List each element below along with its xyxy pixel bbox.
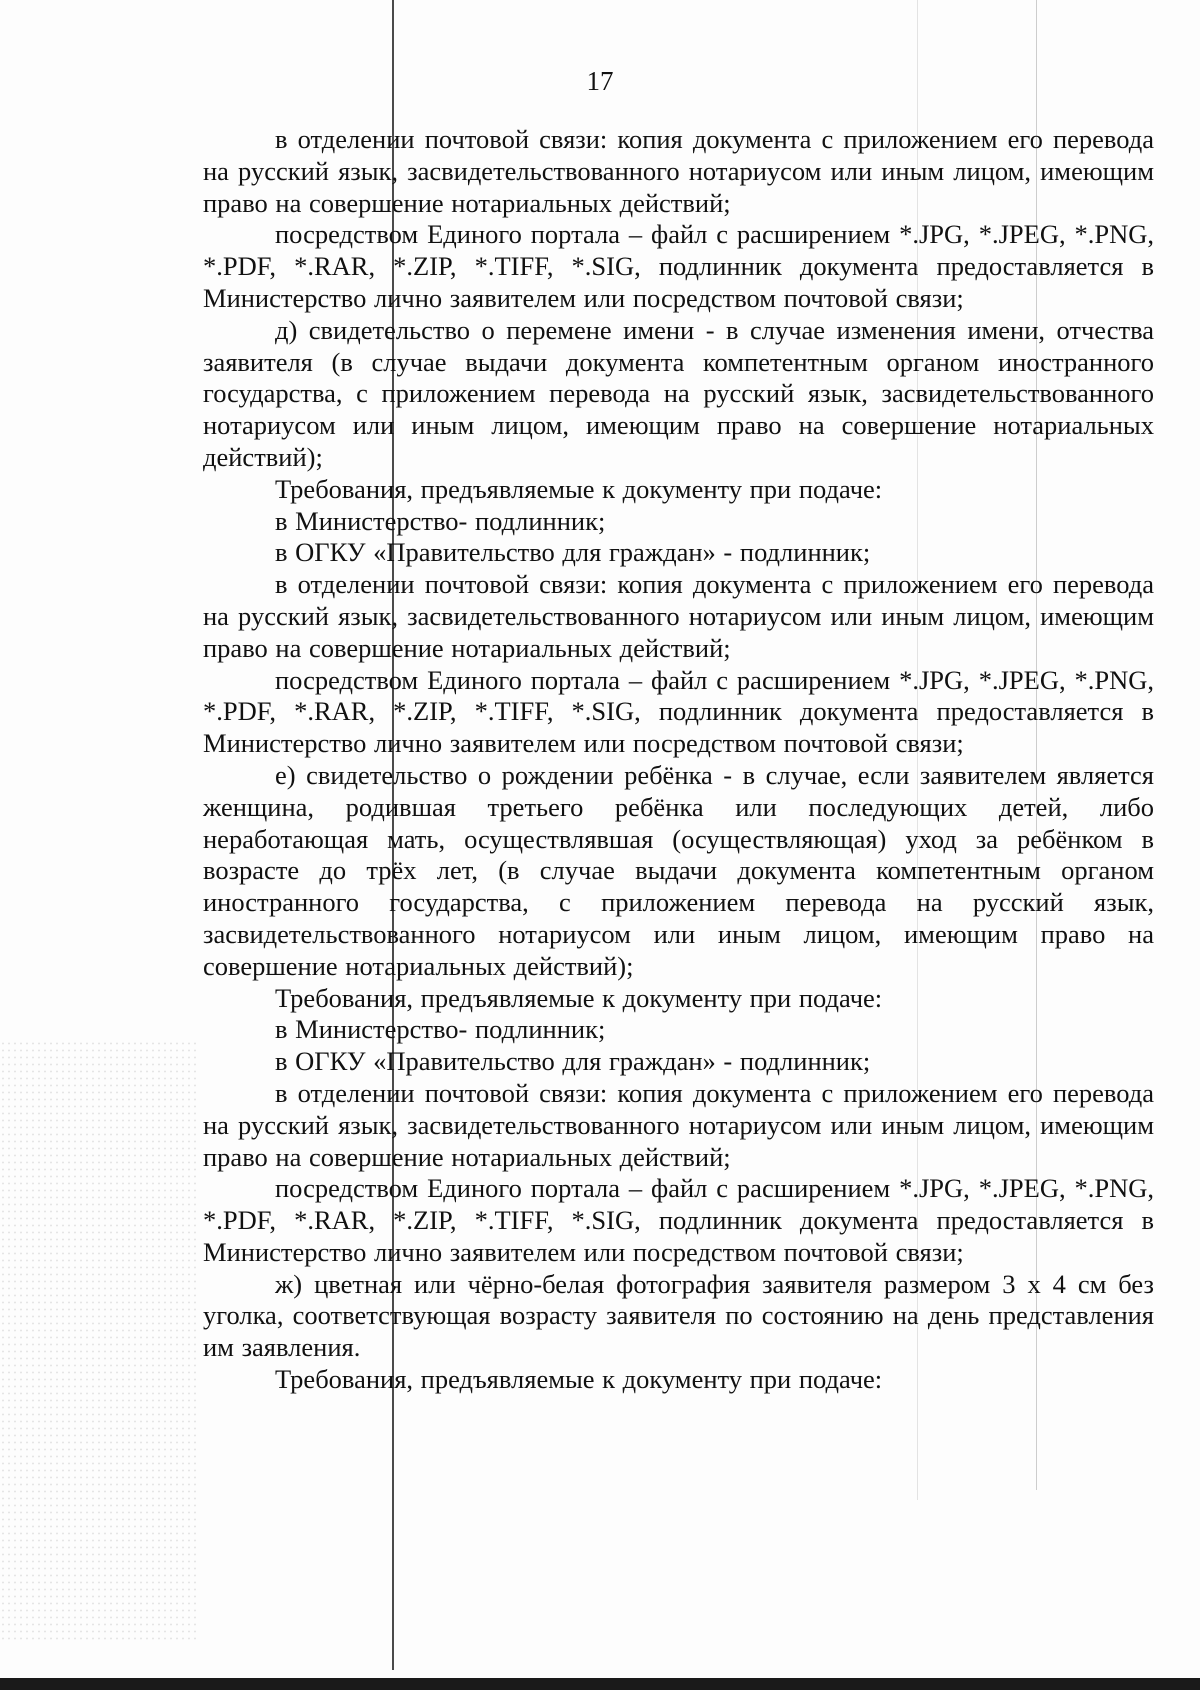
document-body xyxy=(203,124,1154,1396)
paragraph: в отделении почтовой связи: копия документа с приложением его перевода на русский язык, засвидетельствованного нотариусом или иным лицом, имеющим право на совершение нотариальных действий; xyxy=(203,124,1154,218)
paragraph: в отделении почтовой связи: копия документа с приложением его перевода на русский язык, засвидетельствованного нотариусом или иным лицом, имеющим право на совершение нотариальных действий; xyxy=(203,569,1154,663)
paragraph: Требования, предъявляемые к документу при подаче: xyxy=(275,1364,883,1395)
paragraph: д) свидетельство о перемене имени - в случае изменения имени, отчества заявителя (в случае выдачи документа компетентным органом иностранного государства, с приложением перевода на русский язык, засвидетельствованного нотариусом или иным лицом, имеющим право на совершение нотариальных действий); xyxy=(203,314,1154,472)
paragraph: в ОГКУ «Правительство для граждан» - подлинник; xyxy=(275,537,871,568)
paragraph: в Министерство- подлинник; xyxy=(275,1014,606,1045)
paragraph: посредством Единого портала – файл с расширением *.JPG, *.JPEG, *.PNG, *.PDF, *.RAR, *.ZIP, *.TIFF, *.SIG, подлинник документа предоставляется в Министерство лично заявителем или посредством почтовой связи; xyxy=(203,1173,1154,1267)
page-number: 17 xyxy=(586,66,614,96)
paragraph: в Министерство- подлинник; xyxy=(275,505,606,536)
paragraph: посредством Единого портала – файл с расширением *.JPG, *.JPEG, *.PNG, *.PDF, *.RAR, *.ZIP, *.TIFF, *.SIG, подлинник документа предоставляется в Министерство лично заявителем или посредством почтовой связи; xyxy=(203,219,1154,313)
paragraph: в ОГКУ «Правительство для граждан» - подлинник; xyxy=(275,1046,871,1077)
paragraph: Требования, предъявляемые к документу при подаче: xyxy=(275,982,883,1013)
paragraph: посредством Единого портала – файл с расширением *.JPG, *.JPEG, *.PNG, *.PDF, *.RAR, *.ZIP, *.TIFF, *.SIG, подлинник документа предоставляется в Министерство лично заявителем или посредством почтовой связи; xyxy=(203,664,1154,759)
paragraph: Требования, предъявляемые к документу при подаче: xyxy=(275,473,883,504)
scan-bottom-edge xyxy=(0,1678,1200,1690)
paragraph: в отделении почтовой связи: копия документа с приложением его перевода на русский язык, засвидетельствованного нотариусом или иным лицом, имеющим право на совершение нотариальных действий; xyxy=(203,1077,1154,1172)
paragraph: е) свидетельство о рождении ребёнка - в случае, если заявителем является женщина, родившая третьего ребёнка или последующих детей, либо неработающая мать, осуществлявшая (осуществляющая) уход за ребёнком в возрасте до трёх лет, (в случае выдачи документа компетентным органом иностранного государства, с приложением перевода на русский язык, засвидетельствованного нотариусом или иным лицом, имеющим право на совершение нотариальных действий); xyxy=(203,759,1154,981)
paragraph: ж) цветная или чёрно-белая фотография заявителя размером 3 x 4 см без уголка, соответствующая возрасту заявителя по состоянию на день представления им заявления. xyxy=(203,1268,1154,1363)
scan-noise xyxy=(0,1040,200,1640)
